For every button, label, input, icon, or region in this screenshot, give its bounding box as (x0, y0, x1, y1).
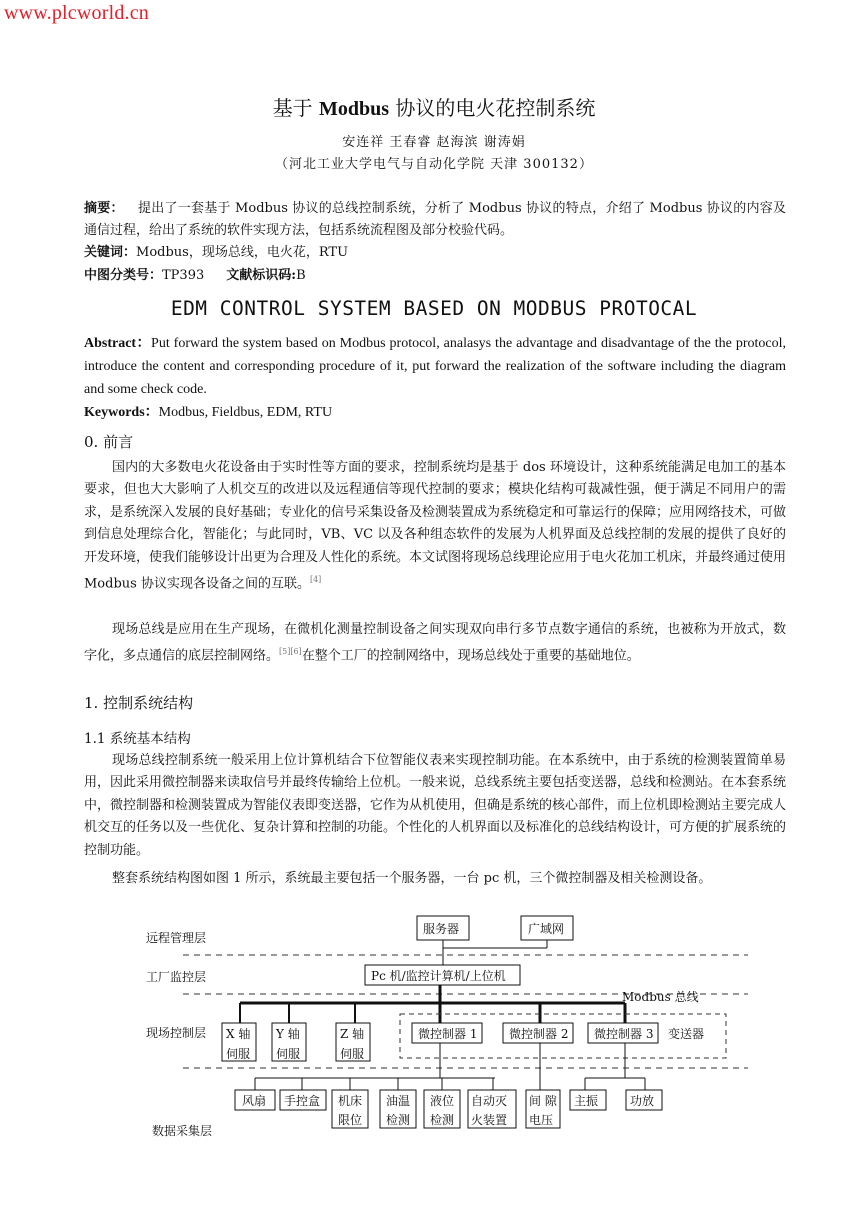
wan-label: 广域网 (528, 922, 565, 936)
section-0-p1-text: 国内的大多数电火花设备由于实时性等方面的要求，控制系统均是基于 dos 环境设计，这种系统能满足电加工的基本要求，但也大大影响了人机交互的改进以及远程通信等现代控制的要求；模块化结构可裁减性强，便于满足不同用户的需求，是系统深入发展的良好基础；专业化的信号采集设备及检测装置成为系统稳定和可靠运行的保障；应用网络技术，可做到信息处理综合化，智能化；与此同时，VB、VC 以及各种组态软件的发展为人机界面及总线控制的发展的提供了良好的开发环境，使我们能够设计出更为合理及人性化的系统。本文试图将现场总线理论应用于电火花加工机床，并最终通过使用 Modbus 协议实现各设备之间的互联。 (84, 460, 787, 592)
device-limit-l2: 限位 (338, 1113, 363, 1127)
section-1-paragraph-2: 整套系统结构图如图 1 所示，系统最主要包括一个服务器，一台 pc 机，三个微控制器及相关检测设备。 (112, 871, 712, 886)
section-0-paragraph-2 (84, 619, 786, 668)
device-limit-l1: 机床 (338, 1094, 363, 1108)
affiliation: （河北工业大学电气与自动化学院 天津 300132） (275, 157, 593, 172)
layer-label-field: 现场控制层 (146, 1026, 207, 1040)
citation-4: [4] (309, 575, 322, 585)
citation-5-6: [5][6] (279, 647, 302, 657)
mcu-1-label: 微控制器 1 (418, 1027, 478, 1041)
mcu-3-label: 微控制器 3 (594, 1027, 654, 1041)
abstract-cn-text: 提出了一套基于 Modbus 协议的总线控制系统，分析了 Modbus 协议的特点，介绍了 Modbus 协议的内容及通信过程，给出了系统的软件实现方法，包括系统流程图及部分校验代码。 (84, 201, 786, 239)
device-fire-l1: 自动灭 (471, 1094, 508, 1108)
section-1-heading: 1. 控制系统结构 (84, 694, 194, 712)
keywords-cn-text: Modbus，现场总线，电火花，RTU (136, 245, 349, 260)
title-bold: Modbus (318, 98, 390, 120)
title-post: 协议的电火花控制系统 (389, 96, 596, 120)
keywords-en-text: Modbus, Fieldbus, EDM, RTU (158, 405, 333, 420)
modbus-bus-label: Modbus 总线 (622, 990, 699, 1004)
authors: 安连祥 王春睿 赵海滨 谢涛娟 (342, 135, 526, 150)
section-0-heading: 0. 前言 (84, 433, 134, 451)
classification-label: 中图分类号： (84, 268, 163, 283)
device-oil-temp-l1: 油温 (386, 1094, 411, 1108)
device-fire-l2: 火装置 (471, 1113, 508, 1127)
section-0-p2a-text: 现场总线是应用在生产现场，在微机化测量控制设备之间实现双向串行多节点数字通信的系统，也被称为开放式，数字化，多点通信的底层控制网络。 (84, 622, 786, 664)
paper-title (0, 92, 868, 121)
layer-label-remote: 远程管理层 (146, 931, 207, 945)
z-axis-label: Z 轴 (340, 1027, 365, 1041)
system-structure-diagram (0, 910, 868, 1150)
section-0-p2b-text: 在整个工厂的控制网络中，现场总线处于重要的基础地位。 (301, 648, 640, 664)
server-label: 服务器 (423, 922, 460, 936)
classification-value: TP393 (162, 268, 205, 283)
abstract-en-text: Put forward the system based on Modbus protocol, analasys the advantage and disadvantage of the the protocol, introduce the content and corresponding procedure of it, put forward the realization of the software including the diagram and some check code. (84, 336, 786, 397)
keywords-cn-label: 关键词： (84, 245, 137, 260)
title-pre: 基于 (272, 96, 319, 120)
device-main-osc-label: 主振 (574, 1094, 599, 1108)
device-gap-l1: 间 隙 (529, 1094, 557, 1108)
device-amp-label: 功放 (630, 1094, 655, 1108)
keywords-cn (84, 242, 786, 264)
layer-label-factory: 工厂监控层 (146, 970, 207, 984)
doc-code-value: B (296, 268, 306, 283)
device-fan-label: 风扇 (242, 1094, 267, 1108)
abstract-en-label: Abstract： (84, 336, 152, 351)
abstract-cn-label: 摘要： (84, 201, 124, 216)
y-axis-servo-label: 伺服 (276, 1047, 301, 1061)
section-0-paragraph-1 (84, 457, 786, 596)
layer-label-data: 数据采集层 (152, 1124, 213, 1138)
abstract-en (84, 332, 786, 401)
device-gap-l2: 电压 (529, 1113, 554, 1127)
device-level-l2: 检测 (430, 1113, 455, 1127)
device-level-l1: 液位 (430, 1094, 455, 1108)
z-axis-servo-label: 伺服 (340, 1047, 365, 1061)
abstract-cn (84, 198, 786, 243)
section-1-paragraph-1: 现场总线控制系统一般采用上位计算机结合下位智能仪表来实现控制功能。在本系统中，由于系统的检测装置简单易用，因此采用微控制器来读取信号并最终传输给上位机。一般来说，总线系统主要包括变送器，总线和检测站。在本套系统中，微控制器和检测装置成为智能仪表即变送器，它作为从机使用，但确是系统的核心部件，而上位机即检测站主要完成人机交互的任务以及一些优化、复杂计算和控制的功能。个性化的人机界面以及标准化的总线结构设计，可方便的扩展系统的控制功能。 (84, 753, 787, 858)
mcu-2-label: 微控制器 2 (509, 1027, 569, 1041)
watermark: www.plcworld.cn (4, 2, 150, 24)
x-axis-servo-label: 伺服 (226, 1047, 251, 1061)
classification (84, 265, 786, 287)
x-axis-label: X 轴 (226, 1027, 251, 1041)
keywords-en-label: Keywords： (84, 405, 159, 420)
pc-label: Pc 机/监控计算机/上位机 (371, 969, 506, 983)
transmitter-label: 变送器 (668, 1027, 705, 1041)
doc-code-label: 文献标识码: (226, 268, 297, 283)
section-1-1-heading: 1.1 系统基本结构 (84, 731, 191, 747)
device-handbox-label: 手控盒 (284, 1094, 321, 1108)
device-oil-temp-l2: 检测 (386, 1113, 411, 1127)
english-title: EDM CONTROL SYSTEM BASED ON MODBUS PROTOCAL (170, 297, 698, 320)
keywords-en (84, 401, 786, 424)
y-axis-label: Y 轴 (276, 1027, 300, 1041)
